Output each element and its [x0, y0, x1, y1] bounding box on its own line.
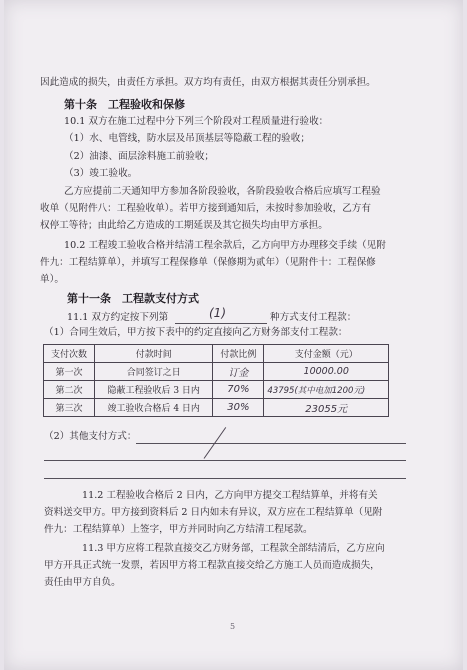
article-11-2-line-2: 资料送交甲方。甲方接到资料后 2 日内如未有异议，双方应在工程结算单（见附	[44, 507, 383, 518]
article-11-1-before: 11.1 双方约定按下列第	[67, 312, 169, 323]
intro-line: 因此造成的损失，由责任方承担。双方均有责任，由双方根据其责任分别承担。	[40, 77, 376, 88]
fill-blank-line	[175, 323, 267, 324]
payment-ratio: 30%	[213, 399, 264, 417]
blank-line	[44, 478, 406, 479]
payment-ratio: 订金	[213, 363, 264, 381]
other-payment-label: （2）其他支付方式：	[44, 431, 137, 442]
page-number: 5	[230, 622, 236, 631]
article-11-title: 第十一条 工程款支付方式	[67, 292, 199, 305]
article-10-notice-line-2: 收单（见附件八：工程验收单）。若甲方接到通知后，未按时参加验收，乙方有	[40, 203, 371, 214]
payment-time: 合同签订之日	[95, 363, 213, 381]
payment-times: 第三次	[44, 399, 95, 417]
table-header: 支付金额（元）	[264, 345, 389, 363]
table-row	[44, 399, 389, 417]
inspection-item-2: （2）油漆、面层涂料施工前验收；	[64, 151, 215, 162]
article-10-notice-line-1: 乙方应提前二天通知甲方参加各阶段验收，各阶段验收合格后应填写工程验	[64, 186, 381, 197]
article-11-3-line-3: 责任由甲方自负。	[44, 577, 121, 588]
payment-times: 第一次	[44, 363, 95, 381]
article-10-1: 10.1 双方在施工过程中分下列三个阶段对工程质量进行验收：	[64, 116, 329, 127]
payment-time: 隐蔽工程验收后 3 日内	[95, 381, 213, 399]
article-10-title: 第十条 工程验收和保修	[64, 98, 185, 111]
table-header-row	[44, 345, 389, 363]
article-11-3-line-1: 11.3 甲方应将工程款直接交乙方财务部，工程款全部结清后，乙方应向	[82, 543, 385, 554]
article-11-2-line-1: 11.2 工程验收合格后 2 日内，乙方向甲方提交工程结算单，并将有关	[82, 490, 378, 501]
table-row	[44, 381, 389, 399]
payment-amount: 43795(其中电加1200元)	[264, 381, 389, 399]
table-header: 付款时间	[95, 345, 213, 363]
blank-line	[136, 443, 406, 444]
article-10-2-line-3: 单）。	[40, 274, 64, 285]
payment-amount: 10000.00	[264, 363, 389, 381]
table-header: 付款比例	[213, 345, 264, 363]
payment-amount: 23055元	[264, 399, 389, 417]
article-11-1-after: 种方式支付工程款：	[270, 312, 357, 323]
article-11-1-table-intro: （1）合同生效后，甲方按下表中的约定直接向乙方财务部支付工程款：	[44, 327, 348, 338]
article-11-3-line-2: 甲方开具正式统一发票，若因甲方将工程款直接交给乙方施工人员而造成损失，	[44, 560, 380, 571]
payment-ratio: 70%	[213, 381, 264, 399]
payment-time: 竣工验收合格后 4 日内	[95, 399, 213, 417]
table-row	[44, 363, 389, 381]
payment-table	[43, 344, 389, 417]
article-10-2-line-1: 10.2 工程竣工验收合格并结清工程余款后，乙方向甲方办理移交手续（见附	[64, 240, 386, 251]
article-11-2-line-3: 件九：工程结算单）上签字，甲方并同时向乙方结清工程尾款。	[44, 524, 313, 535]
paper-sheet	[4, 0, 463, 670]
handwritten-option: (1)	[209, 306, 226, 320]
inspection-item-3: （3）竣工验收。	[64, 168, 138, 179]
payment-times: 第二次	[44, 381, 95, 399]
inspection-item-1: （1）水、电管线，防水层及吊顶基层等隐蔽工程的验收；	[64, 133, 310, 144]
blank-line	[44, 460, 406, 461]
article-10-notice-line-3: 权停工等待；由此给乙方造成的工期延误及其它损失均由甲方承担。	[40, 220, 328, 231]
article-10-2-line-2: 件九：工程结算单），并填写工程保修单（保修期为贰年）（见附件十：工程保修	[40, 257, 376, 268]
table-header: 支付次数	[44, 345, 95, 363]
